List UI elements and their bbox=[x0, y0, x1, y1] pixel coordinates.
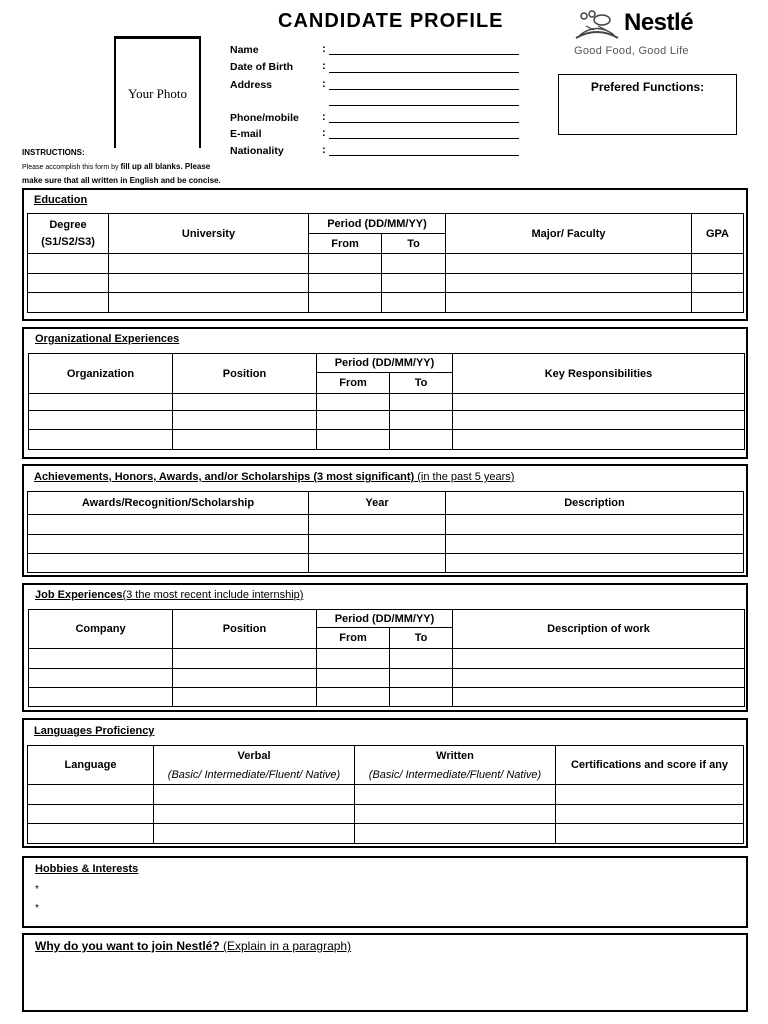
period-header: Period (DD/MM/YY) bbox=[309, 214, 446, 234]
cell[interactable] bbox=[173, 394, 317, 411]
from-header: From bbox=[309, 234, 382, 254]
cell[interactable] bbox=[29, 688, 173, 707]
cell[interactable] bbox=[309, 554, 446, 573]
cell[interactable] bbox=[173, 669, 317, 688]
cell[interactable] bbox=[173, 649, 317, 669]
cell[interactable] bbox=[453, 430, 745, 450]
instructions-text-bold: fill up all blanks. Please bbox=[120, 162, 211, 171]
table-row bbox=[29, 649, 745, 669]
preferred-functions-box[interactable] bbox=[558, 74, 737, 135]
cell[interactable] bbox=[390, 430, 453, 450]
instructions-text bbox=[22, 160, 232, 187]
cell[interactable] bbox=[309, 535, 446, 554]
jobs-table bbox=[28, 609, 745, 707]
cell[interactable] bbox=[154, 824, 355, 844]
cell[interactable] bbox=[453, 394, 745, 411]
cell[interactable] bbox=[28, 805, 154, 824]
cell[interactable] bbox=[29, 430, 173, 450]
page-title: CANDIDATE PROFILE bbox=[278, 10, 504, 32]
languages-title: Languages Proficiency bbox=[34, 725, 155, 737]
brand-name: Nestlé bbox=[624, 9, 694, 36]
colon: : bbox=[322, 43, 326, 55]
jobs-title-main: Job Experiences bbox=[35, 589, 123, 601]
nestle-nest-logo-icon bbox=[572, 8, 622, 44]
cell[interactable] bbox=[28, 293, 109, 313]
from-header: From bbox=[317, 628, 390, 649]
table-row bbox=[28, 805, 744, 824]
colon: : bbox=[322, 144, 326, 156]
cell[interactable] bbox=[446, 254, 692, 274]
written-header-label: Written bbox=[436, 749, 474, 762]
cell[interactable] bbox=[29, 669, 173, 688]
major-header: Major/ Faculty bbox=[446, 214, 692, 254]
hobby-bullet: * bbox=[35, 884, 39, 895]
position-header: Position bbox=[173, 610, 317, 649]
instructions-text-bold-2: make sure that all written in English and be concise. bbox=[22, 176, 221, 185]
hobbies-title: Hobbies & Interests bbox=[35, 863, 139, 875]
organizational-title: Organizational Experiences bbox=[35, 333, 180, 345]
cell[interactable] bbox=[453, 688, 745, 707]
cell[interactable] bbox=[28, 785, 154, 805]
cell[interactable] bbox=[446, 293, 692, 313]
gpa-header: GPA bbox=[692, 214, 744, 254]
cell[interactable] bbox=[317, 411, 390, 430]
description-header: Description bbox=[446, 492, 744, 515]
to-header: To bbox=[390, 628, 453, 649]
cell[interactable] bbox=[173, 688, 317, 707]
period-header: Period (DD/MM/YY) bbox=[317, 610, 453, 628]
cell[interactable] bbox=[317, 688, 390, 707]
table-row bbox=[28, 274, 744, 293]
photo-label: Your Photo bbox=[127, 85, 187, 101]
cell[interactable] bbox=[173, 430, 317, 450]
cell[interactable] bbox=[109, 293, 309, 313]
jobs-title-extra: (3 the most recent include internship) bbox=[122, 589, 304, 601]
table-row bbox=[28, 554, 744, 573]
cell[interactable] bbox=[692, 274, 744, 293]
cell[interactable] bbox=[28, 554, 309, 573]
description-header: Description of work bbox=[453, 610, 745, 649]
phone-field[interactable] bbox=[329, 122, 519, 123]
achievements-table bbox=[27, 491, 744, 573]
name-field[interactable] bbox=[329, 54, 519, 55]
cell[interactable] bbox=[390, 688, 453, 707]
achievements-title bbox=[34, 471, 514, 483]
from-header: From bbox=[317, 373, 390, 394]
dob-label: Date of Birth bbox=[230, 61, 293, 73]
cell[interactable] bbox=[390, 649, 453, 669]
email-label: E-mail bbox=[230, 128, 262, 140]
phone-label: Phone/mobile bbox=[230, 112, 299, 124]
cell[interactable] bbox=[317, 669, 390, 688]
why-title-extra: (Explain in a paragraph) bbox=[219, 939, 352, 953]
cell[interactable] bbox=[309, 515, 446, 535]
cell[interactable] bbox=[390, 394, 453, 411]
cell[interactable] bbox=[317, 430, 390, 450]
cell[interactable] bbox=[355, 805, 556, 824]
position-header: Position bbox=[173, 354, 317, 394]
nationality-field[interactable] bbox=[329, 155, 519, 156]
preferred-functions-label: Prefered Functions: bbox=[590, 80, 705, 94]
instructions-title: INSTRUCTIONS: bbox=[22, 148, 85, 157]
cell[interactable] bbox=[355, 824, 556, 844]
cell[interactable] bbox=[154, 805, 355, 824]
company-header: Company bbox=[29, 610, 173, 649]
degree-header-line2: (S1/S2/S3) bbox=[41, 236, 95, 248]
address-field-line2[interactable] bbox=[329, 105, 519, 106]
table-row bbox=[28, 785, 744, 805]
jobs-title bbox=[35, 589, 303, 601]
table-row bbox=[28, 515, 744, 535]
achievements-title-main: Achievements, Honors, Awards, and/or Scholarships (3 most significant) bbox=[34, 471, 415, 483]
cell[interactable] bbox=[453, 669, 745, 688]
cell[interactable] bbox=[309, 254, 382, 274]
cell[interactable] bbox=[28, 535, 309, 554]
cell[interactable] bbox=[390, 411, 453, 430]
address-field[interactable] bbox=[329, 89, 519, 90]
colon: : bbox=[322, 60, 326, 72]
email-field[interactable] bbox=[329, 138, 519, 139]
cell[interactable] bbox=[309, 274, 382, 293]
hobby-bullet: * bbox=[35, 903, 39, 914]
cell[interactable] bbox=[29, 649, 173, 669]
cell[interactable] bbox=[317, 649, 390, 669]
cell[interactable] bbox=[453, 649, 745, 669]
why-title bbox=[35, 939, 351, 953]
cell[interactable] bbox=[382, 274, 446, 293]
cell[interactable] bbox=[173, 411, 317, 430]
cell[interactable] bbox=[29, 394, 173, 411]
achievements-title-extra: (in the past 5 years) bbox=[414, 471, 515, 483]
degree-header bbox=[28, 214, 109, 254]
nationality-label: Nationality bbox=[230, 145, 284, 157]
verbal-levels: (Basic/ Intermediate/Fluent/ Native) bbox=[167, 768, 341, 781]
cell[interactable] bbox=[109, 254, 309, 274]
cell[interactable] bbox=[692, 293, 744, 313]
verbal-header-label: Verbal bbox=[237, 749, 271, 762]
dob-field[interactable] bbox=[329, 72, 519, 73]
organization-header: Organization bbox=[29, 354, 173, 394]
cell[interactable] bbox=[556, 824, 744, 844]
cell[interactable] bbox=[446, 515, 744, 535]
written-header bbox=[355, 746, 556, 785]
colon: : bbox=[322, 127, 326, 139]
cell[interactable] bbox=[446, 274, 692, 293]
name-label: Name bbox=[230, 44, 259, 56]
colon: : bbox=[322, 111, 326, 123]
verbal-header bbox=[154, 746, 355, 785]
cell[interactable] bbox=[154, 785, 355, 805]
table-row bbox=[28, 293, 744, 313]
cell[interactable] bbox=[29, 411, 173, 430]
table-row bbox=[29, 688, 745, 707]
table-row bbox=[29, 411, 745, 430]
table-row bbox=[28, 535, 744, 554]
certifications-header: Certifications and score if any bbox=[556, 746, 744, 785]
cell[interactable] bbox=[28, 254, 109, 274]
language-header: Language bbox=[28, 746, 154, 785]
year-header: Year bbox=[309, 492, 446, 515]
to-header: To bbox=[390, 373, 453, 394]
to-header: To bbox=[382, 234, 446, 254]
cell[interactable] bbox=[390, 669, 453, 688]
awards-header: Awards/Recognition/Scholarship bbox=[28, 492, 309, 515]
why-title-main: Why do you want to join Nestlé? bbox=[35, 939, 220, 953]
cell[interactable] bbox=[317, 394, 390, 411]
table-row bbox=[28, 824, 744, 844]
table-row bbox=[28, 254, 744, 274]
cell[interactable] bbox=[382, 254, 446, 274]
cell[interactable] bbox=[692, 254, 744, 274]
cell[interactable] bbox=[556, 785, 744, 805]
colon: : bbox=[322, 78, 326, 90]
cell[interactable] bbox=[446, 535, 744, 554]
cell[interactable] bbox=[453, 411, 745, 430]
cell[interactable] bbox=[109, 274, 309, 293]
cell[interactable] bbox=[28, 824, 154, 844]
cell[interactable] bbox=[382, 293, 446, 313]
cell[interactable] bbox=[446, 554, 744, 573]
photo-placeholder[interactable] bbox=[114, 36, 201, 148]
languages-table bbox=[27, 745, 744, 844]
cell[interactable] bbox=[28, 515, 309, 535]
cell[interactable] bbox=[556, 805, 744, 824]
cell[interactable] bbox=[28, 274, 109, 293]
instructions-text-plain: Please accomplish this form by bbox=[22, 164, 121, 171]
cell[interactable] bbox=[355, 785, 556, 805]
brand-tagline: Good Food, Good Life bbox=[574, 45, 689, 57]
organizational-table bbox=[28, 353, 745, 450]
period-header: Period (DD/MM/YY) bbox=[317, 354, 453, 373]
table-row bbox=[29, 430, 745, 450]
table-row bbox=[29, 394, 745, 411]
table-row bbox=[29, 669, 745, 688]
education-table bbox=[27, 213, 744, 313]
cell[interactable] bbox=[309, 293, 382, 313]
education-title: Education bbox=[34, 194, 88, 206]
university-header: University bbox=[109, 214, 309, 254]
address-label: Address bbox=[230, 79, 273, 91]
written-levels: (Basic/ Intermediate/Fluent/ Native) bbox=[368, 768, 542, 781]
degree-header-line1: Degree bbox=[49, 219, 87, 231]
key-responsibilities-header: Key Responsibilities bbox=[453, 354, 745, 394]
